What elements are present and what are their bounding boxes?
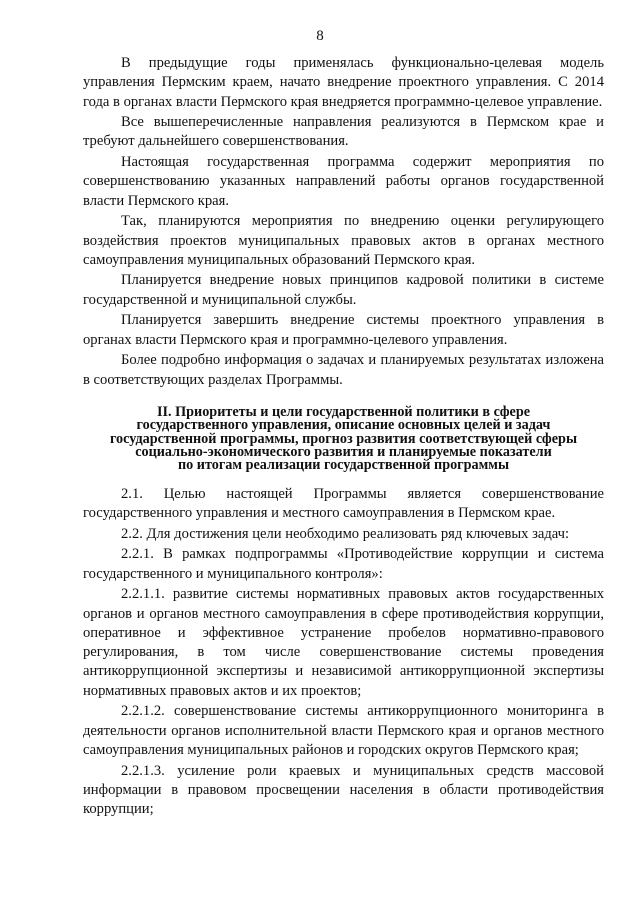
paragraph: 2.2.1.3. усиление роли краевых и муниципальных средств массовой информации в правовом просвещении населения в области противодействия коррупции; bbox=[83, 762, 604, 818]
paragraph: Так, планируются мероприятия по внедрению оценки регулирующего воздействия проектов муниципальных правовых актов в органах местного самоуправления муниципальных образований Пермского края. bbox=[83, 213, 604, 268]
page-number: 8 bbox=[316, 28, 324, 44]
paragraph: Настоящая государственная программа содержит мероприятия по совершенствованию указанных направлений работы органов государственной власти Пермского края. bbox=[83, 154, 604, 209]
section-heading-line: по итогам реализации государственной программы bbox=[177, 457, 510, 474]
paragraph: В предыдущие годы применялась функционально-целевая модель управления Пермским краем, начато внедрение проектного управления. С 2014 года в органах власти Пермского края внедряется программно-целевое управление. bbox=[83, 55, 604, 110]
section-heading-line: государственного управления, описание основных целей и задач bbox=[136, 417, 551, 434]
paragraph: Более подробно информация о задачах и планируемых результатах изложена в соответствующих разделах Программы. bbox=[83, 352, 604, 388]
paragraph: Планируется завершить внедрение системы проектного управления в органах власти Пермского края и программно-целевого управления. bbox=[83, 312, 604, 348]
paragraph: 2.2. Для достижения цели необходимо реализовать ряд ключевых задач: bbox=[121, 525, 570, 542]
paragraph: Все вышеперечисленные направления реализуются в Пермском крае и требуют дальнейшего совершенствования. bbox=[83, 114, 604, 150]
paragraph: 2.2.1.1. развитие системы нормативных правовых актов государственных органов и органов местного самоуправления в сфере противодействия коррупции, оперативное и эффективное устранение пробелов нормативно-правового регулирования, в том числе совершенствование системы проведения антикоррупционной экспертизы и независимой антикоррупционной экспертизы нормативных правовых актов и их проектов; bbox=[83, 586, 604, 699]
section-heading bbox=[83, 403, 604, 474]
section-heading-line: государственной программы, прогноз развития соответствующей сферы bbox=[109, 430, 578, 447]
document-body bbox=[83, 54, 604, 821]
paragraph: Планируется внедрение новых принципов кадровой политики в системе государственной и муниципальной службы. bbox=[83, 272, 604, 308]
paragraph: 2.2.1. В рамках подпрограммы «Противодействие коррупции и система государственного и муниципального контроля»: bbox=[83, 546, 604, 582]
section-heading-line: II. Приоритеты и цели государственной политики в сфере bbox=[156, 403, 531, 420]
paragraph: 2.1. Целью настоящей Программы является совершенствование государственного управления и местного самоуправления в Пермском крае. bbox=[83, 485, 604, 522]
paragraph: 2.2.1.2. совершенствование системы антикоррупционного мониторинга в деятельности органов исполнительной власти Пермского края и органов местного самоуправления муниципальных районов и городских округов Пермского края; bbox=[83, 703, 604, 758]
section-heading-line: социально-экономического развития и планируемые показатели bbox=[135, 444, 552, 461]
